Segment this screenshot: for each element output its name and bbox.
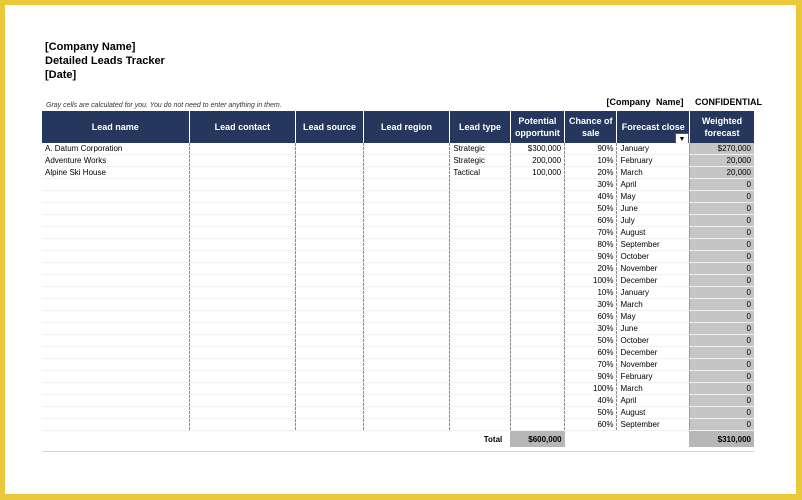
table-row [42,335,754,347]
cell-weighted-forecast: 0 [689,371,754,383]
cell-forecast-close[interactable]: September [617,419,690,431]
cell-chance[interactable]: 70% [565,227,617,239]
cell-lead-name[interactable] [42,323,189,335]
cell-lead-type[interactable] [450,239,510,251]
cell-potential[interactable] [510,311,564,323]
table-row [42,323,754,335]
table-row [42,227,754,239]
cell-lead-source[interactable] [296,311,363,323]
cell-forecast-close[interactable]: March [617,383,690,395]
cell-lead-source[interactable] [296,191,363,203]
table-row [42,263,754,275]
cell-chance[interactable]: 50% [565,407,617,419]
cell-lead-region[interactable] [363,359,450,371]
cell-forecast-close[interactable]: July [617,215,690,227]
cell-lead-source[interactable] [296,215,363,227]
cell-chance[interactable]: 70% [565,359,617,371]
cell-lead-source[interactable] [296,335,363,347]
cell-lead-region[interactable] [363,275,450,287]
cell-lead-type[interactable] [450,263,510,275]
col-header-lead-name[interactable]: Lead name [42,111,189,143]
cell-lead-region[interactable] [363,143,450,155]
cell-potential[interactable] [510,191,564,203]
cell-lead-contact[interactable] [189,191,296,203]
cell-lead-region[interactable] [363,419,450,431]
table-row [42,251,754,263]
cell-chance[interactable]: 50% [565,335,617,347]
leads-table [42,111,754,447]
cell-lead-name[interactable] [42,275,189,287]
cell-lead-contact[interactable] [189,347,296,359]
cell-lead-region[interactable] [363,239,450,251]
cell-weighted-forecast: 0 [689,311,754,323]
cell-forecast-close[interactable]: February [617,371,690,383]
cell-potential[interactable] [510,263,564,275]
cell-lead-contact[interactable] [189,155,296,167]
cell-potential[interactable] [510,251,564,263]
table-row [42,299,754,311]
cell-lead-contact[interactable] [189,287,296,299]
total-empty [42,431,189,448]
cell-lead-source[interactable] [296,395,363,407]
cell-lead-source[interactable] [296,359,363,371]
company-name[interactable]: [Company Name] [45,41,136,53]
cell-lead-name[interactable] [42,347,189,359]
forecast-header-wrap [619,121,687,143]
cell-lead-source[interactable] [296,347,363,359]
cell-potential[interactable]: 100,000 [510,167,564,179]
total-empty [296,431,363,448]
col-header-lead-region[interactable]: Lead region [363,111,450,143]
cell-weighted-forecast: 0 [689,323,754,335]
cell-lead-source[interactable] [296,179,363,191]
cell-potential[interactable]: $300,000 [510,143,564,155]
cell-lead-contact[interactable] [189,407,296,419]
table-row [42,287,754,299]
cell-lead-contact[interactable] [189,239,296,251]
cell-lead-contact[interactable] [189,263,296,275]
cell-lead-name[interactable]: Alpine Ski House [42,167,189,179]
cell-lead-region[interactable] [363,347,450,359]
cell-weighted-forecast: 0 [689,395,754,407]
col-header-lead-type[interactable]: Lead type [450,111,510,143]
table-row [42,359,754,371]
col-header-forecast[interactable] [617,111,690,143]
cell-chance[interactable]: 10% [565,155,617,167]
cell-lead-source[interactable] [296,263,363,275]
cell-lead-contact[interactable] [189,395,296,407]
cell-weighted-forecast: 0 [689,383,754,395]
cell-lead-source[interactable] [296,371,363,383]
cell-chance[interactable]: 30% [565,179,617,191]
cell-lead-source[interactable] [296,383,363,395]
cell-lead-name[interactable] [42,395,189,407]
col-header-lead-source[interactable]: Lead source [296,111,363,143]
cell-lead-source[interactable] [296,167,363,179]
cell-lead-name[interactable] [42,287,189,299]
cell-lead-region[interactable] [363,191,450,203]
cell-weighted-forecast: 0 [689,203,754,215]
cell-lead-contact[interactable] [189,299,296,311]
cell-lead-type[interactable] [450,407,510,419]
cell-lead-contact[interactable] [189,215,296,227]
cell-weighted-forecast: 0 [689,299,754,311]
total-potential: $600,000 [510,431,564,448]
cell-lead-name[interactable]: A. Datum Corporation [42,143,189,155]
cell-potential[interactable] [510,287,564,299]
cell-lead-name[interactable] [42,419,189,431]
cell-lead-type[interactable] [450,311,510,323]
cell-chance[interactable]: 60% [565,347,617,359]
cell-potential[interactable] [510,395,564,407]
cell-lead-type[interactable] [450,227,510,239]
table-row [42,347,754,359]
cell-potential[interactable] [510,383,564,395]
footer-rule [42,451,754,452]
cell-chance[interactable]: 100% [565,275,617,287]
cell-lead-name[interactable] [42,311,189,323]
cell-weighted-forecast: 0 [689,239,754,251]
cell-forecast-close[interactable]: November [617,263,690,275]
col-header-forecast-label: Forecast close [621,122,685,132]
instruction-note: Gray cells are calculated for you. You do not need to enter anything in them. [46,102,282,109]
cell-chance[interactable]: 20% [565,263,617,275]
cell-lead-type[interactable] [450,299,510,311]
cell-forecast-close[interactable]: June [617,203,690,215]
cell-forecast-close[interactable]: August [617,407,690,419]
cell-chance[interactable]: 60% [565,311,617,323]
cell-lead-contact[interactable] [189,167,296,179]
cell-lead-type[interactable] [450,287,510,299]
cell-potential[interactable] [510,227,564,239]
cell-potential[interactable] [510,407,564,419]
cell-weighted-forecast: 0 [689,227,754,239]
cell-weighted-forecast: 0 [689,251,754,263]
cell-lead-name[interactable] [42,179,189,191]
cell-weighted-forecast: 0 [689,275,754,287]
cell-lead-name[interactable] [42,383,189,395]
cell-lead-region[interactable] [363,395,450,407]
cell-lead-region[interactable] [363,263,450,275]
cell-lead-region[interactable] [363,251,450,263]
cell-lead-region[interactable] [363,215,450,227]
cell-lead-name[interactable] [42,299,189,311]
cell-weighted-forecast: 0 [689,335,754,347]
cell-lead-contact[interactable] [189,371,296,383]
confidential-company: [Company Name] [606,97,684,107]
cell-forecast-close[interactable]: August [617,227,690,239]
cell-lead-type[interactable] [450,383,510,395]
table-body [42,143,754,431]
cell-forecast-close[interactable]: December [617,347,690,359]
cell-forecast-close[interactable]: December [617,275,690,287]
cell-lead-type[interactable] [450,419,510,431]
cell-forecast-close[interactable]: September [617,239,690,251]
cell-weighted-forecast: 0 [689,287,754,299]
cell-lead-type[interactable] [450,275,510,287]
cell-lead-source[interactable] [296,275,363,287]
cell-lead-name[interactable] [42,203,189,215]
table-row [42,191,754,203]
cell-forecast-close[interactable]: June [617,323,690,335]
total-weighted: $310,000 [689,431,754,448]
cell-weighted-forecast: 0 [689,215,754,227]
cell-lead-type[interactable] [450,335,510,347]
table-row [42,239,754,251]
cell-forecast-close[interactable]: February [617,155,690,167]
cell-lead-contact[interactable] [189,275,296,287]
cell-forecast-close[interactable]: November [617,359,690,371]
col-header-potential[interactable]: Potential opportunit [510,111,564,143]
col-header-lead-contact[interactable]: Lead contact [189,111,296,143]
cell-lead-name[interactable] [42,263,189,275]
cell-chance[interactable]: 100% [565,383,617,395]
total-empty [617,431,690,448]
cell-lead-source[interactable] [296,323,363,335]
cell-lead-name[interactable] [42,359,189,371]
cell-weighted-forecast: 20,000 [689,155,754,167]
cell-chance[interactable]: 60% [565,419,617,431]
cell-lead-name[interactable] [42,215,189,227]
cell-lead-source[interactable] [296,143,363,155]
cell-lead-type[interactable] [450,191,510,203]
table-row [42,155,754,167]
cell-lead-name[interactable] [42,227,189,239]
cell-forecast-close[interactable]: March [617,299,690,311]
cell-lead-contact[interactable] [189,143,296,155]
cell-weighted-forecast: $270,000 [689,143,754,155]
cell-lead-source[interactable] [296,407,363,419]
cell-lead-source[interactable] [296,251,363,263]
cell-potential[interactable]: 200,000 [510,155,564,167]
table-row [42,143,754,155]
table-row [42,371,754,383]
cell-lead-source[interactable] [296,155,363,167]
cell-potential[interactable] [510,419,564,431]
table-row [42,203,754,215]
cell-lead-name[interactable] [42,407,189,419]
table-row [42,167,754,179]
cell-weighted-forecast: 0 [689,191,754,203]
cell-forecast-close[interactable]: May [617,191,690,203]
cell-lead-contact[interactable] [189,323,296,335]
header-row [42,111,754,143]
cell-lead-contact[interactable] [189,203,296,215]
cell-forecast-close[interactable]: October [617,335,690,347]
cell-chance[interactable]: 30% [565,323,617,335]
document-header [45,40,165,82]
total-empty [363,431,450,448]
cell-chance[interactable]: 90% [565,143,617,155]
cell-lead-type[interactable] [450,323,510,335]
cell-potential[interactable] [510,275,564,287]
cell-potential[interactable] [510,359,564,371]
cell-weighted-forecast: 0 [689,407,754,419]
cell-lead-name[interactable] [42,191,189,203]
date-field[interactable]: [Date] [45,69,77,81]
cell-lead-source[interactable] [296,203,363,215]
cell-weighted-forecast: 0 [689,347,754,359]
cell-lead-source[interactable] [296,239,363,251]
cell-chance[interactable]: 30% [565,299,617,311]
cell-weighted-forecast: 0 [689,179,754,191]
cell-forecast-close[interactable]: April [617,395,690,407]
cell-potential[interactable] [510,239,564,251]
cell-potential[interactable] [510,203,564,215]
cell-lead-source[interactable] [296,287,363,299]
cell-lead-type[interactable] [450,179,510,191]
cell-lead-source[interactable] [296,227,363,239]
page-title: Detailed Leads Tracker [45,55,165,67]
cell-forecast-close[interactable]: May [617,311,690,323]
table-row [42,215,754,227]
cell-lead-contact[interactable] [189,359,296,371]
cell-lead-region[interactable] [363,311,450,323]
cell-lead-type[interactable] [450,203,510,215]
cell-chance[interactable]: 90% [565,371,617,383]
cell-lead-region[interactable] [363,179,450,191]
cell-weighted-forecast: 0 [689,263,754,275]
cell-lead-type[interactable]: Strategic [450,155,510,167]
cell-lead-type[interactable]: Strategic [450,143,510,155]
cell-lead-region[interactable] [363,299,450,311]
cell-lead-type[interactable] [450,395,510,407]
cell-lead-contact[interactable] [189,179,296,191]
cell-lead-contact[interactable] [189,251,296,263]
table-row [42,383,754,395]
cell-lead-name[interactable] [42,239,189,251]
cell-lead-type[interactable] [450,251,510,263]
cell-chance[interactable]: 10% [565,287,617,299]
cell-lead-name[interactable]: Adventure Works [42,155,189,167]
cell-lead-source[interactable] [296,299,363,311]
cell-lead-name[interactable] [42,371,189,383]
cell-potential[interactable] [510,371,564,383]
cell-lead-region[interactable] [363,287,450,299]
col-header-chance[interactable]: Chance of sale [565,111,617,143]
cell-lead-region[interactable] [363,167,450,179]
cell-lead-type[interactable] [450,371,510,383]
cell-lead-type[interactable] [450,359,510,371]
cell-lead-region[interactable] [363,227,450,239]
cell-chance[interactable]: 20% [565,167,617,179]
cell-lead-region[interactable] [363,203,450,215]
cell-chance[interactable]: 80% [565,239,617,251]
cell-lead-contact[interactable] [189,383,296,395]
confidential-header [606,97,762,107]
cell-potential[interactable] [510,323,564,335]
filter-dropdown-icon[interactable]: ▼ [675,133,689,143]
table-row [42,275,754,287]
cell-forecast-close[interactable]: October [617,251,690,263]
cell-weighted-forecast: 0 [689,359,754,371]
cell-lead-contact[interactable] [189,335,296,347]
cell-lead-type[interactable] [450,215,510,227]
cell-weighted-forecast: 0 [689,419,754,431]
col-header-weighted[interactable]: Weighted forecast [689,111,754,143]
cell-forecast-close[interactable]: January [617,143,690,155]
cell-lead-type[interactable]: Tactical [450,167,510,179]
cell-lead-region[interactable] [363,155,450,167]
cell-chance[interactable]: 40% [565,191,617,203]
cell-potential[interactable] [510,299,564,311]
cell-lead-region[interactable] [363,323,450,335]
cell-potential[interactable] [510,335,564,347]
cell-lead-region[interactable] [363,335,450,347]
table-row [42,419,754,431]
total-row [42,431,754,448]
total-empty [189,431,296,448]
cell-lead-name[interactable] [42,335,189,347]
table-row [42,395,754,407]
cell-lead-region[interactable] [363,383,450,395]
cell-weighted-forecast: 20,000 [689,167,754,179]
cell-lead-contact[interactable] [189,227,296,239]
cell-forecast-close[interactable]: April [617,179,690,191]
cell-forecast-close[interactable]: January [617,287,690,299]
cell-chance[interactable]: 90% [565,251,617,263]
cell-potential[interactable] [510,215,564,227]
cell-chance[interactable]: 40% [565,395,617,407]
cell-lead-type[interactable] [450,347,510,359]
cell-forecast-close[interactable]: March [617,167,690,179]
total-empty [565,431,617,448]
cell-potential[interactable] [510,179,564,191]
cell-lead-region[interactable] [363,407,450,419]
cell-potential[interactable] [510,347,564,359]
cell-lead-region[interactable] [363,371,450,383]
cell-lead-source[interactable] [296,419,363,431]
table-row [42,179,754,191]
confidential-label: CONFIDENTIAL [695,97,762,107]
cell-lead-contact[interactable] [189,311,296,323]
cell-chance[interactable]: 60% [565,215,617,227]
table-row [42,407,754,419]
cell-lead-contact[interactable] [189,419,296,431]
table-row [42,311,754,323]
cell-chance[interactable]: 50% [565,203,617,215]
cell-lead-name[interactable] [42,251,189,263]
total-label: Total [450,431,510,448]
